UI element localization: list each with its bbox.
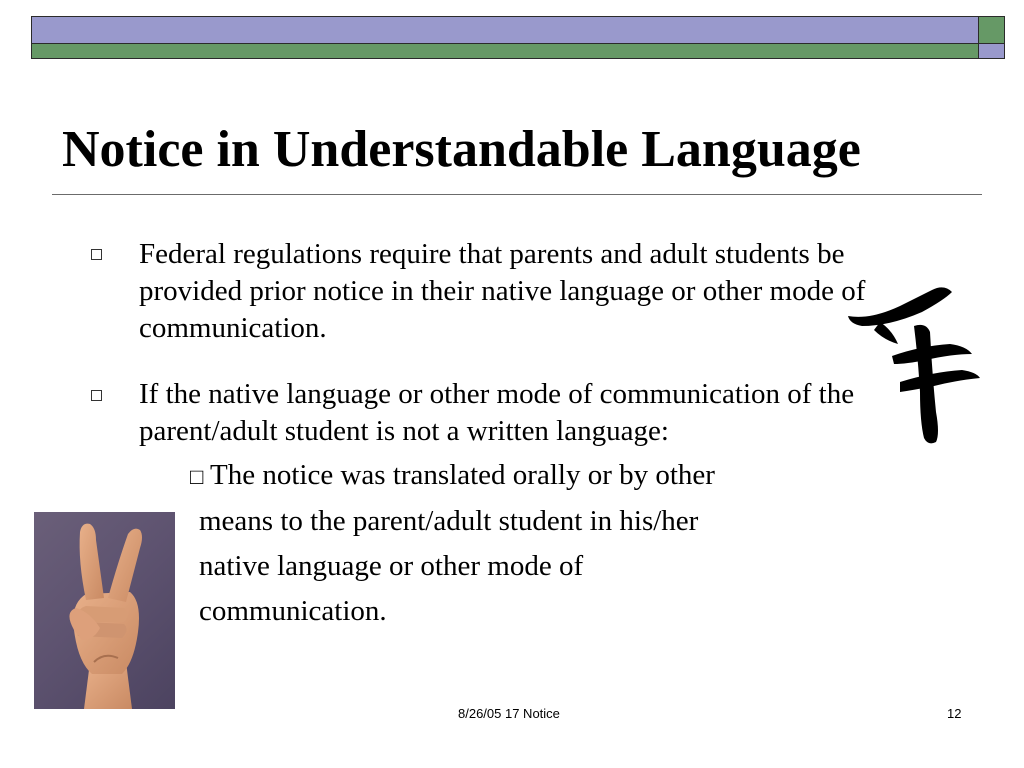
header-square-lavender [978, 43, 1005, 59]
sub-item-line: communication. [199, 595, 387, 627]
bullet-square-icon [91, 390, 102, 401]
page-number: 12 [947, 706, 962, 721]
sub-item-line: native language or other mode of [199, 550, 584, 582]
brush-stroke-symbol [840, 282, 980, 447]
title-divider [52, 194, 982, 195]
slide-title: Notice in Understandable Language [62, 121, 861, 178]
hand-two-fingers-photo [34, 512, 175, 709]
sub-item-line [190, 457, 715, 495]
sub-bullet-box-icon: □ [190, 464, 204, 489]
bullet-text: Federal regulations require that parents and adult students be provided prior notice in their native language or other mode of communication. [139, 238, 866, 344]
hand-illustration [34, 512, 175, 709]
bullet-text: If the native language or other mode of communication of the parent/adult student is not a written language: [139, 378, 855, 447]
footer-text: 8/26/05 17 Notice [458, 706, 560, 721]
header-band-green [31, 43, 979, 59]
header-square-green [978, 16, 1005, 44]
header-band-lavender [31, 16, 979, 44]
sub-item-text: The notice was translated orally or by other [210, 459, 715, 491]
bullet-square-icon [91, 249, 102, 260]
sub-item-line: means to the parent/adult student in his/her [199, 505, 699, 537]
